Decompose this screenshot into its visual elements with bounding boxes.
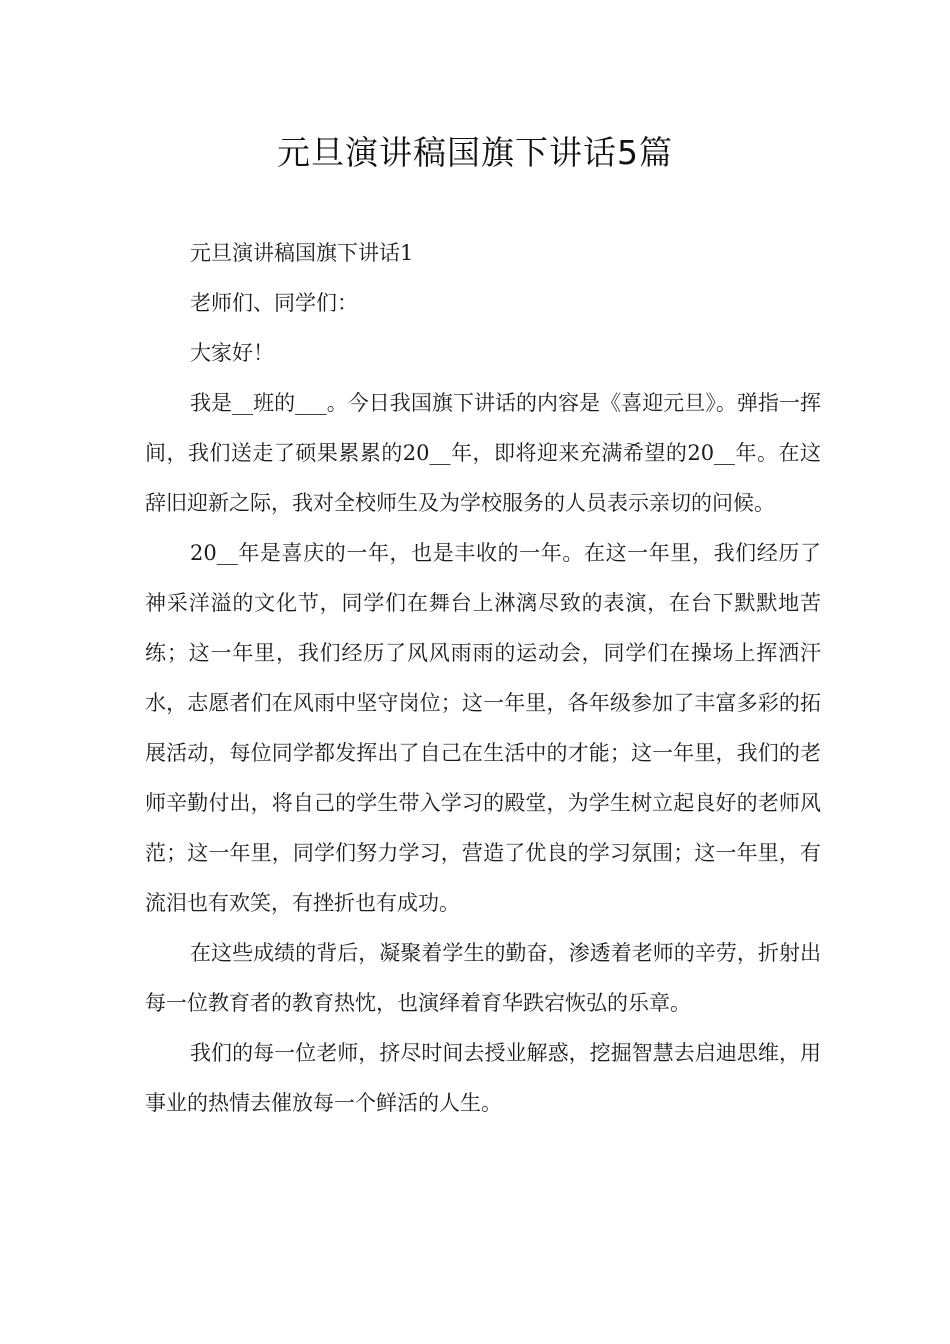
document-title: 元旦演讲稿国旗下讲话5篇 xyxy=(277,133,673,172)
paragraph-achievements: 在这些成绩的背后，凝聚着学生的勤奋，渗透着老师的辛劳，折射出每一位教育者的教育热忱，也演绎着育华跌宕恢弘的乐章。 xyxy=(145,941,821,1015)
paragraph-year-review: 20__年是喜庆的一年，也是丰收的一年。在这一年里，我们经历了神采洋溢的文化节，同学们在舞台上淋漓尽致的表演，在台下默默地苦练；这一年里，我们经历了风风雨雨的运动会，同学们在操场上挥洒汗水，志愿者们在风雨中坚守岗位；这一年里，各年级参加了丰富多彩的拓展活动，每位同学都发挥出了自己在生活中的才能；这一年里，我们的老师辛勤付出，将自己的学生带入学习的殿堂，为学生树立起良好的老师风范；这一年里，同学们努力学习，营造了优良的学习氛围；这一年里，有流泪也有欢笑，有挫折也有成功。 xyxy=(145,541,821,915)
paragraph-greeting: 大家好！ xyxy=(190,341,274,365)
paragraph-section-heading: 元旦演讲稿国旗下讲话1 xyxy=(190,241,414,265)
document-body xyxy=(145,228,821,1128)
paragraph-salutation: 老师们、同学们： xyxy=(190,291,358,315)
paragraph-intro: 我是__班的___。今日我国旗下讲话的内容是《喜迎元旦》。弹指一挥间，我们送走了硕果累累的20__年，即将迎来充满希望的20__年。在这辞旧迎新之际，我对全校师生及为学校服务的人员表示亲切的问候。 xyxy=(145,391,821,515)
paragraph-teachers: 我们的每一位老师，挤尽时间去授业解惑，挖掘智慧去启迪思维，用事业的热情去催放每一个鲜活的人生。 xyxy=(145,1041,821,1115)
